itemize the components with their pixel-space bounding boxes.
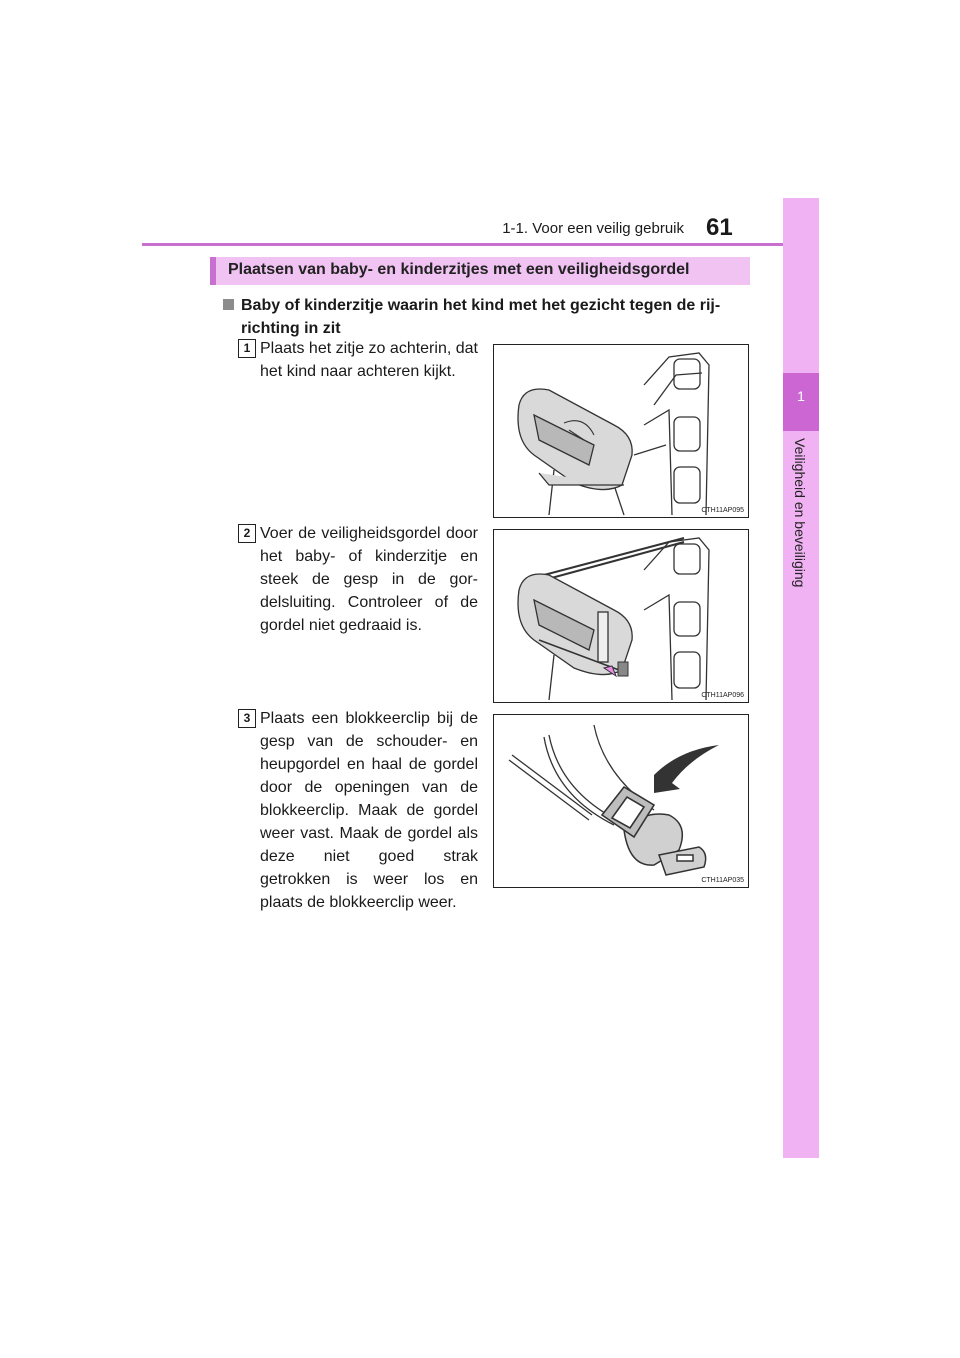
bullet-square-icon — [223, 299, 234, 310]
chapter-tab-number: 1 — [797, 388, 805, 404]
figure-rear-facing-seat — [493, 344, 749, 518]
step-text: Plaats een blokkeerclip bij de gesp van de schouder- en heupgordel en haal de gordel door de openingen van de blokkeerclip. Maak de gordel weer vast. Maak de gordel als deze niet goed strak getrokken is weer los en plaats de blokkeerclip weer. — [260, 710, 478, 911]
figure-code: CTH11AP096 — [701, 692, 744, 699]
step-number: 3 — [238, 709, 256, 728]
subheading-text: Baby of kinderzitje waarin het kind met het gezicht tegen de rij- richting in zit — [241, 297, 721, 337]
step-number: 2 — [238, 524, 256, 543]
section-path: 1-1. Voor een veilig gebruik — [502, 220, 684, 237]
chapter-tab-label: Veiligheid en beveiliging — [792, 438, 808, 588]
step-number: 1 — [238, 339, 256, 358]
locking-clip-illustration — [494, 715, 749, 888]
figure-code: CTH11AP095 — [701, 507, 744, 514]
figure-buckle-seatbelt — [493, 529, 749, 703]
step-text: Plaats het zitje zo achterin, dat het kind naar achteren kijkt. — [260, 340, 478, 380]
section-banner-title: Plaatsen van baby- en kinderzitjes met een veiligheidsgordel — [228, 261, 690, 278]
buckle-seatbelt-illustration — [494, 530, 749, 703]
subheading — [223, 294, 753, 340]
figure-code: CTH11AP035 — [701, 877, 744, 884]
rear-facing-seat-illustration — [494, 345, 749, 518]
step-text: Voer de veiligheidsgordel door het baby- of kinderzitje en steek de gesp in de gor- delsluiting. Controleer of de gordel niet gedraaid is. — [260, 525, 478, 634]
section-banner — [210, 257, 750, 285]
chapter-tab-strip — [783, 198, 819, 1158]
figure-locking-clip — [493, 714, 749, 888]
page-number: 61 — [706, 214, 733, 241]
header-divider — [142, 243, 819, 246]
